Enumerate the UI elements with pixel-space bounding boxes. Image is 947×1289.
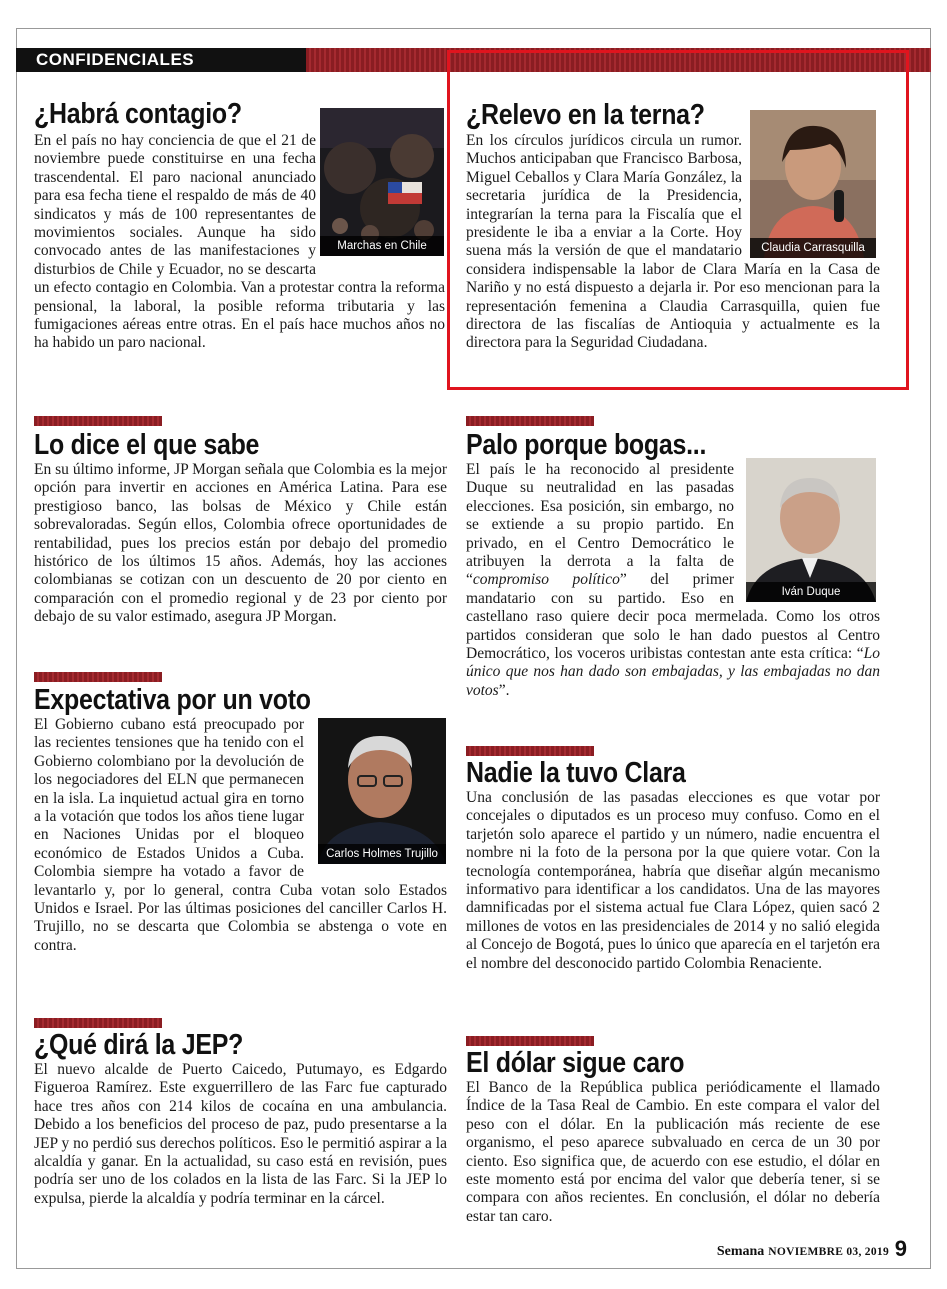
article-body: El nuevo alcalde de Puerto Caicedo, Putumayo, es Edgardo Figueroa Ramírez. Este exguerrillero de las Farc fue capturado hace tres años con 214 kilos de cocaína en una ambulancia. Debido a los beneficios del proceso de paz, pudo presentarse a la JEP y no perdió sus derechos políticos. Eso le permitió aspirar a la alcaldía y ganar. En la actualidad, su caso está en revisión, pues podría ser uno de los colados en la lista de las Farc. Si la JEP lo expulsa, pierde la alcaldía y podría terminar en la cárcel. (34, 1061, 447, 1207)
headline-jep: ¿Qué dirá la JEP? (34, 1029, 244, 1061)
page-footer (717, 1243, 889, 1260)
section-rule (34, 1018, 162, 1028)
section-rule (34, 416, 162, 426)
article-body: En los círculos jurídicos circula un rumor. Muchos anticipaban que Francisco Barbosa, Miguel Ceballos y Clara María González, la secretaria jurídica de la Presidencia, integrarían la terna para la Fiscalía que el presidente le iba a enviar a la Corte. Hoy suena más la versión de que el mandatario considera indispensable la labor de Clara María en la Casa de Nariño y no está dispuesto a dejarla ir. Por eso mencionan para la representación femenina a Claudia Carrasquilla, quien fue directora de las fiscalías de Antioquia y actualmente es la directora para la Seguridad Ciudadana. (466, 132, 880, 352)
article-body: En su último informe, JP Morgan señala que Colombia es la mejor opción para invertir en acciones en América Latina. Para ese prestigioso banco, las bolsas de México y Chile están sobrevaloradas. Según ellos, Colombia ofrece oportunidades de rentabilidad, pues los precios están por debajo del promedio histórico de los últimos 15 años. Además, hoy las acciones colombianas se cotizan con un descuento de 20 por ciento en comparación con el promedio regional y de 23 por ciento por debajo de su valor estimado, asegura JP Morgan. (34, 461, 447, 626)
article-body: El Banco de la República publica periódicamente el llamado Índice de la Tasa Real de Cambio. En este compara el valor del peso con el dólar. En la publicación más reciente de ese organismo, el peso aparece subvaluado en cerca de un 30 por ciento. Eso significa que, de acuerdo con ese estudio, el dólar en este momento está por encima del valor que debería tener, si se compara con años recientes. En conclusión, el dólar no debería estar tan caro. (466, 1079, 880, 1225)
article-clara (466, 789, 880, 973)
protest-image (320, 108, 444, 256)
section-rule (466, 1036, 594, 1046)
section-rule (466, 416, 594, 426)
headline-clara: Nadie la tuvo Clara (466, 757, 686, 789)
headline-dolar: El dólar sigue caro (466, 1047, 685, 1079)
headline-voto: Expectativa por un voto (34, 684, 311, 716)
portrait-image (750, 110, 876, 258)
headline-sabe: Lo dice el que sabe (34, 429, 260, 461)
photo-caption: Carlos Holmes Trujillo (318, 844, 446, 864)
section-label: CONFIDENCIALES (16, 48, 306, 72)
article-body: En el país no hay conciencia de que el 21 de noviembre puede constituirse en una fecha trascendental. El paro nacional anunciado para esa fecha tiene el respaldo de más de 40 sindicatos y más de 100 representantes de movimientos sociales. Aunque ha sido convocado antes de las manifestaciones y disturbios de Chile y Ecuador, no se descarta un efecto contagio en Colombia. Van a protestar contra la reforma pensional, la laboral, la posible reforma tributaria y las fumigaciones aéreas entre otras. En el país hace muchos años no ha habido un paro nacional. (34, 132, 445, 352)
photo-ivan-duque (746, 458, 876, 602)
page-number: 9 (894, 1236, 907, 1261)
photo-caption: Iván Duque (746, 582, 876, 602)
section-rule (466, 746, 594, 756)
article-sabe (34, 461, 447, 627)
photo-carlos-holmes-trujillo (318, 718, 446, 864)
headline-relevo: ¿Relevo en la terna? (466, 99, 705, 131)
portrait-image (318, 718, 446, 864)
photo-marchas-chile (320, 108, 444, 256)
article-dolar (466, 1079, 880, 1226)
footer-date: NOVIEMBRE 03, 2019 (768, 1246, 889, 1258)
photo-caption: Marchas en Chile (320, 236, 444, 256)
photo-caption: Claudia Carrasquilla (750, 238, 876, 258)
portrait-image (746, 458, 876, 602)
photo-claudia-carrasquilla (750, 110, 876, 258)
article-body: El país le ha reconocido al presidente Duque su neutralidad en las pasadas elecciones. Esa posición, sin embargo, no se extiende a su propio partido. En privado, en el Centro Democrático le atribuyen la derrota a la falta de “compromiso político” del primer mandatario con su partido. Eso en castellano raso quiere decir poca mermelada. Como los otros partidos consideran que solo le han dado puestos al Centro Democrático, los voceros uribistas contestan ante esta crítica: “Lo único que nos han dado son embajadas, y las embajadas no dan votos”. (466, 461, 880, 699)
footer-brand: Semana (716, 1244, 765, 1259)
article-body: El Gobierno cubano está preocupado por las recientes tensiones que ha tenido con el Gobierno colombiano por la devolución de los negociadores del ELN que permanecen en la isla. La inquietud actual gira en torno a la votación que todos los años tiene lugar en Naciones Unidas por el bloqueo económico de Estados Unidos a Cuba. Colombia siempre ha votado a favor de levantarlo y, por lo general, contra Cuba votan solo Estados Unidos e Israel. Por las últimas posiciones del canciller Carlos H. Trujillo, no se descarta que Colombia se abstenga o vote en contra. (34, 716, 447, 954)
article-jep (34, 1061, 447, 1208)
section-rule (34, 672, 162, 682)
headline-palo: Palo porque bogas... (466, 429, 707, 461)
headline-contagio: ¿Habrá contagio? (34, 98, 242, 130)
article-body: Una conclusión de las pasadas elecciones es que votar por concejales o diputados es un proceso muy confuso. Como en el tarjetón solo aparece el partido y un número, nadie encuentra el nombre ni la foto de la persona por la que quiere votar. Con la tecnología contemporánea, habría que diseñar algún mecanismo informativo para identificar a los candidatos. Una de las mayores damnificadas por el sistema actual fue Clara López, quien sacó 2 millones de votos en las presidenciales de 2014 y no salió elegida al Concejo de Bogotá, pues lo único que aparecía en el tarjetón era el nombre del desconocido partido Colombia Renaciente. (466, 789, 880, 972)
